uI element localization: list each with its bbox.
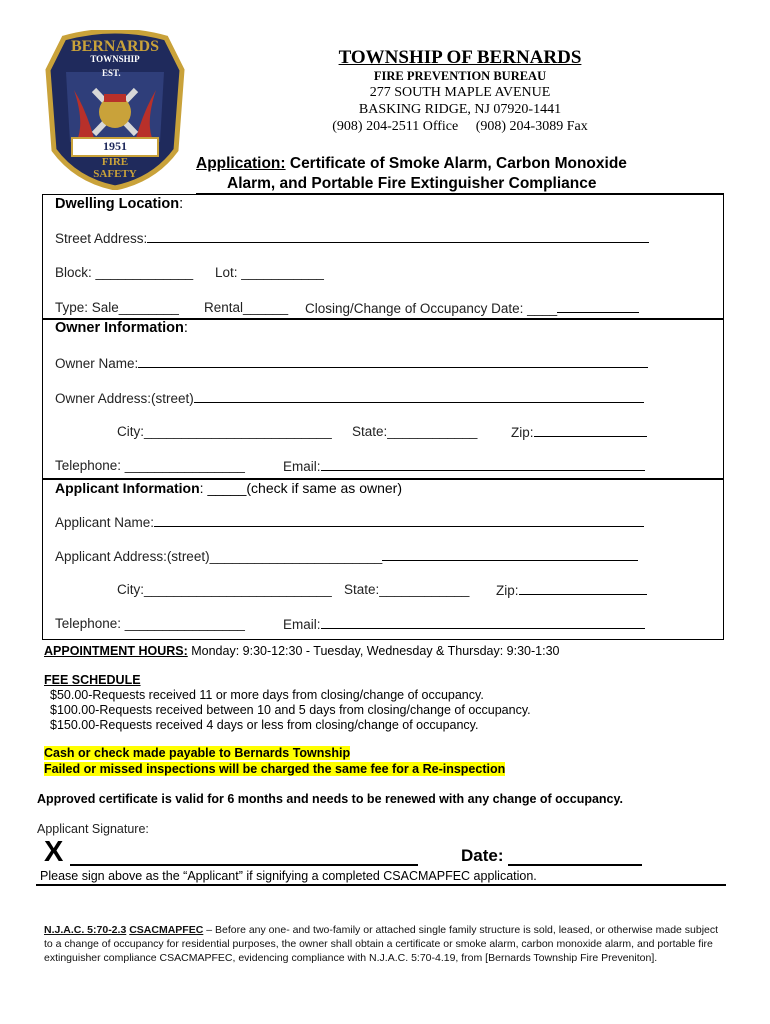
applicant-zip-field[interactable]: Zip: [496,582,647,598]
form-title [196,154,666,194]
logo-top-text: BERNARDS [70,38,159,55]
fee-schedule-heading: FEE SCHEDULE [44,673,141,687]
reinspection-notice: Failed or missed inspections will be charged the same fee for a Re-inspection [44,762,506,776]
signature-date-field[interactable] [508,864,642,866]
footer-citation: N.J.A.C. 5:70-2.3 [44,924,127,936]
owner-address-field[interactable]: Owner Address:(street) [55,390,644,406]
fee-item: $50.00-Requests received 11 or more days from closing/change of occupancy. [50,688,484,702]
payment-notice: Cash or check made payable to Bernards Township [44,746,351,760]
appointment-text: Monday: 9:30-12:30 - Tuesday, Wednesday & Thursday: 9:30-1:30 [187,644,560,658]
logo-sub-text: TOWNSHIP [90,54,140,64]
signature-line[interactable] [70,864,418,866]
owner-telephone-field[interactable]: Telephone: ________________ [55,458,245,473]
street-address-field[interactable]: Street Address: [55,230,649,246]
logo-bottom-text-1: FIRE [101,156,129,168]
block-field[interactable]: Block: _____________ [55,265,194,280]
owner-heading: Owner Information: [55,320,188,336]
signature-note: Please sign above as the “Applicant” if signifying a completed CSACMAPFEC application. [40,869,537,883]
owner-city-field[interactable]: City:_________________________ [117,424,332,439]
validity-notice: Approved certificate is valid for 6 months and needs to be renewed with any change of occupancy. [37,792,624,806]
signature-date-label: Date: [461,846,504,865]
owner-name-field[interactable]: Owner Name: [55,355,648,371]
lot-field[interactable]: Lot: ___________ [215,265,324,280]
appointment-label: APPOINTMENT HOURS: [44,644,188,658]
applicant-name-field[interactable]: Applicant Name: [55,514,644,530]
logo-bottom-text-2: SAFETY [93,168,137,180]
applicant-address-field[interactable]: Applicant Address:(street)_______________________ [55,548,638,564]
phone-line: (908) 204-2511 Office (908) 204-3089 Fax [332,119,588,134]
type-sale-field[interactable]: Type: Sale________ [55,300,179,315]
bernards-fire-safety-logo [44,30,186,190]
logo-year: 1951 [103,139,127,153]
footer-text: – Before any one- and two-family or attached single family structure is sold, leased, or otherwise made subject to a change of occupancy for residential purposes, the owner shall obtain a certificate or smoke alarm, carbon monoxide alarm, and portable fire extinguisher compliance CSACMAPFEC, evidencing compliance with N.J.A.C. 5:70-4.19, from [Bernards Township Fire Preveniton]. [44,924,719,964]
owner-zip-field[interactable]: Zip: [511,424,647,440]
appointment-hours [44,644,560,658]
address-line-1: 277 SOUTH MAPLE AVENUE [369,85,551,100]
closing-date-field[interactable]: Closing/Change of Occupancy Date: ____ [305,300,639,316]
footer-regulation [44,923,726,965]
logo-est: EST. [102,68,121,78]
type-rental-field[interactable]: Rental______ [204,300,289,315]
applicant-state-field[interactable]: State:____________ [344,582,470,597]
bureau-name: FIRE PREVENTION BUREAU [373,69,547,83]
signature-x: X [44,836,64,868]
owner-state-field[interactable]: State:____________ [352,424,478,439]
signature-rule [36,884,726,886]
dwelling-heading: Dwelling Location: [55,196,184,212]
fee-item: $150.00-Requests received 4 days or less from closing/change of occupancy. [50,718,479,732]
form-title-prefix: Application: [196,155,286,172]
township-title: TOWNSHIP OF BERNARDS [338,47,582,68]
form-title-line-1: Certificate of Smoke Alarm, Carbon Monoxide [285,155,627,172]
signature-label: Applicant Signature: [37,822,149,836]
fee-item: $100.00-Requests received between 10 and 5 days from closing/change of occupancy. [50,703,531,717]
form-title-line-2: Alarm, and Portable Fire Extinguisher Compliance [227,175,597,192]
applicant-city-field[interactable]: City:_________________________ [117,582,332,597]
owner-email-field[interactable]: Email: [283,458,645,474]
applicant-email-field[interactable]: Email: [283,616,645,632]
applicant-heading: Applicant Information: _____(check if same as owner) [55,480,402,496]
address-line-2: BASKING RIDGE, NJ 07920-1441 [358,102,562,117]
applicant-telephone-field[interactable]: Telephone: ________________ [55,616,245,631]
footer-acronym: CSACMAPFEC [129,924,204,936]
